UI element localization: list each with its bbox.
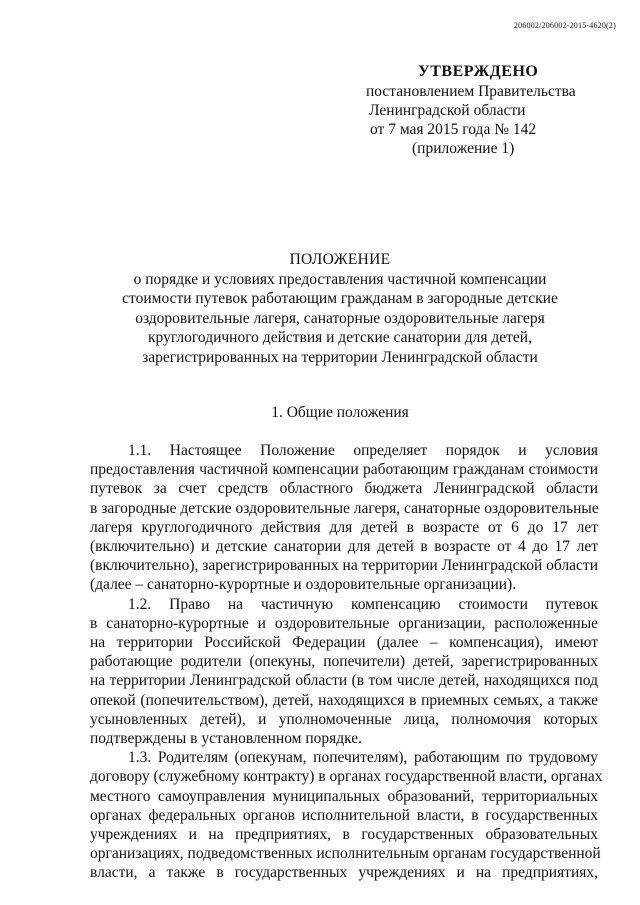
text-line: лагеря круглогодичного действия для детей в возрасте от 6 до 17 лет [90,518,598,536]
text-line: договору (служебному контракту) в органах государственной власти, органах [90,768,603,786]
text-line: (далее – санаторно-курортные и оздоровительные организации). [90,576,517,594]
text-line: на территории Ленинградской области (в том числе детей, находящихся под [90,672,598,690]
regulation-title: ПОЛОЖЕНИЕ [289,251,391,268]
text-line: путевок за счет средств областного бюджета Ленинградской области [90,480,598,498]
text-line: органах федеральных органов исполнительной власти, в государственных [90,806,598,824]
text-line: 1.2. Право на частичную компенсацию стоимости путевок [128,595,598,613]
text-line: власти, а также в государственных учреждениях и на предприятиях, [90,864,598,882]
text-line: в загородные детские оздоровительные лагеря, санаторные оздоровительные [90,499,599,517]
text-line: предоставления частичной компенсации работающим гражданам стоимости [90,461,598,479]
paragraph-1-3 [90,748,603,882]
approval-stamp [366,62,586,158]
text-line: 1.3. Родителям (опекунам, попечителям), работающим по трудовому [128,749,598,767]
text-line: в санаторно-курортные и оздоровительные организации, расположенные [90,614,598,632]
approval-line-decree: постановлением Правительства [366,83,576,100]
regulation-header [90,250,590,367]
regulation-subtitle-line: оздоровительные лагеря, санаторные оздоровительные лагеря [135,309,545,327]
regulation-subtitle-line: зарегистрированных на территории Ленинградской области [142,348,538,366]
approval-line-appendix: (приложение 1) [412,140,515,157]
approval-line-date: от 7 мая 2015 года № 142 [370,121,537,138]
regulation-subtitle-line: круглогодичного действия и детские санатории для детей, [148,329,532,346]
document-code: 206002/206002-2015-4620(2) [513,21,616,30]
section-title-general: 1. Общие положения [271,404,409,421]
text-line: работающие родители (опекуны, попечители) детей, зарегистрированных [90,653,598,671]
text-line: (включительно) и детские санатории для детей в возрасте от 4 до 17 лет [90,538,598,556]
text-line: учреждениях и на предприятиях, в государственных образовательных [90,826,598,844]
regulation-subtitle-line: стоимости путевок работающим гражданам в загородные детские [122,290,558,307]
text-line: местного самоуправления муниципальных образований, территориальных [90,787,598,805]
approval-line-region: Ленинградской области [369,102,526,119]
text-line: (включительно), зарегистрированных на территории Ленинградской области [90,557,598,575]
text-line: подтверждены в установленном порядке. [90,730,363,748]
paragraph-1-1 [90,441,598,595]
document-body [90,441,603,883]
text-line: на территории Российской Федерации (далее – компенсация), имеют [90,634,598,652]
text-line: опекой (попечительством), детей, находящихся в приемных семьях, а также [90,691,598,709]
text-line: организациях, подведомственных исполнительным органам государственной [90,845,601,863]
approval-title: УТВЕРЖДЕНО [418,63,539,80]
paragraph-1-2 [90,595,598,749]
text-line: 1.1. Настоящее Положение определяет порядок и условия [128,442,598,459]
text-line: усыновленных детей), и уполномоченные лица, полномочия которых [90,710,598,728]
regulation-subtitle-line: о порядке и условиях предоставления частичной компенсации [133,270,547,288]
